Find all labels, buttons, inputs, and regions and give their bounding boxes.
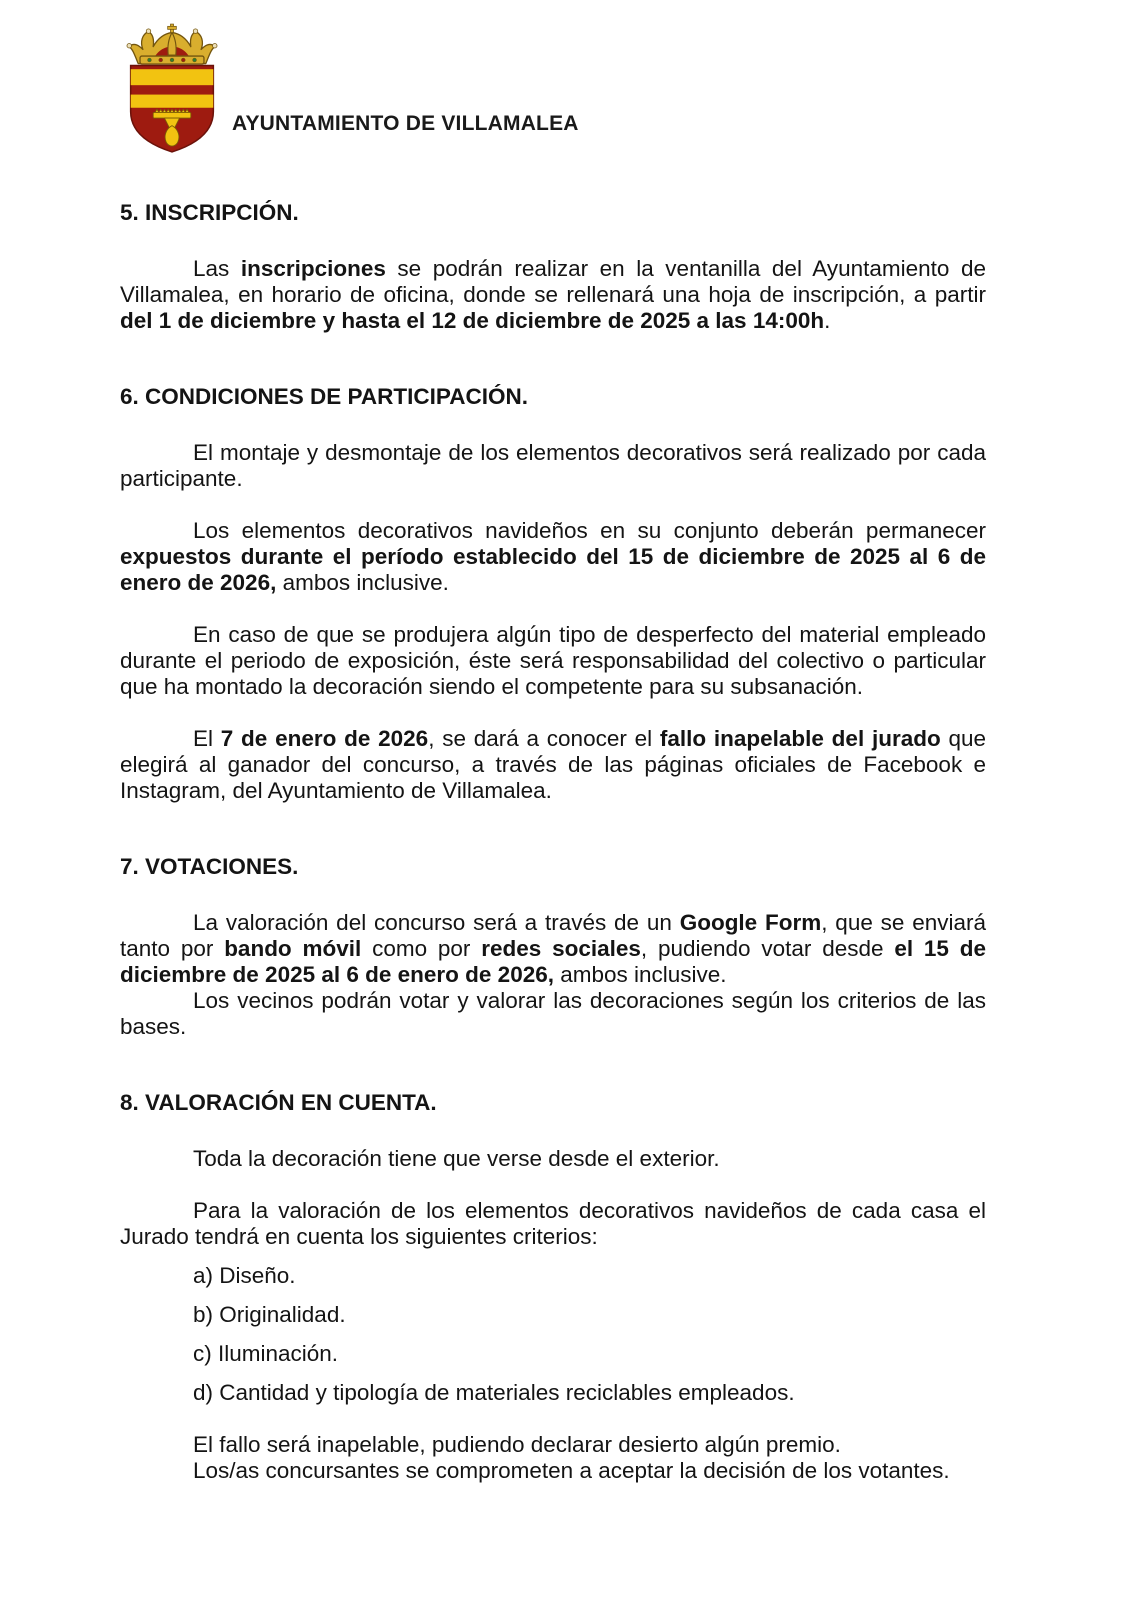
bold-text: fallo inapelable del jurado <box>659 726 941 751</box>
list-item <box>120 1380 986 1406</box>
paragraph <box>120 726 986 804</box>
bold-text: redes sociales <box>481 936 641 961</box>
text-run: El montaje y desmontaje de los elementos decorativos será realizado por cada participante. <box>120 440 986 491</box>
bold-text: expuestos durante el período establecido del 15 de diciembre de 2025 al 6 de enero de 2026, <box>120 544 986 595</box>
paragraph <box>120 622 986 700</box>
paragraph <box>120 440 986 492</box>
text-run: El fallo será inapelable, pudiendo declarar desierto algún premio. <box>193 1432 841 1457</box>
shield-icon <box>129 65 215 151</box>
text-run: se podrán realizar en la ventanilla del Ayuntamiento de Villamalea, en horario de oficina, donde se rellenará una hoja de inscripción, a partir <box>120 256 986 307</box>
text-run: Los/as concursantes se comprometen a aceptar la decisión de los votantes. <box>193 1458 950 1483</box>
text-run: Los elementos decorativos navideños en su conjunto deberán permanecer <box>193 518 986 543</box>
text-run: b) Originalidad. <box>193 1302 346 1327</box>
section-heading: 8. VALORACIÓN EN CUENTA. <box>120 1090 437 1115</box>
list-item <box>120 1263 986 1289</box>
paragraph <box>120 1432 986 1458</box>
document-header <box>0 0 1130 170</box>
coat-of-arms-icon <box>125 22 219 154</box>
text-run: , que se enviará tanto por <box>120 910 986 961</box>
text-run: c) Iluminación. <box>193 1341 339 1366</box>
bold-text: Google Form <box>679 910 822 935</box>
bold-text: del 1 de diciembre y hasta el 12 de diciembre de 2025 a las 14:00h <box>120 308 825 333</box>
paragraph <box>120 1198 986 1250</box>
section-5 <box>120 200 986 334</box>
text-run: La valoración del concurso será a través de un <box>193 910 680 935</box>
document-body <box>120 200 986 1484</box>
paragraph <box>120 518 986 596</box>
coat-of-arms-logo <box>125 22 219 154</box>
text-run: , se dará a conocer el <box>428 726 660 751</box>
bold-text: el 15 de diciembre de 2025 al 6 de enero de 2026, <box>120 936 986 987</box>
section-8 <box>120 1090 986 1484</box>
paragraph <box>120 910 986 988</box>
text-run: a) Diseño. <box>193 1263 296 1288</box>
text-run: . <box>824 308 831 333</box>
section-7 <box>120 854 986 1040</box>
section-heading: 5. INSCRIPCIÓN. <box>120 200 299 225</box>
text-run: como por <box>361 936 482 961</box>
text-run: El <box>193 726 221 751</box>
bold-text: 7 de enero de 2026 <box>220 726 429 751</box>
text-run: Las <box>193 256 241 281</box>
section-heading: 7. VOTACIONES. <box>120 854 299 879</box>
section-6 <box>120 384 986 804</box>
crown-icon <box>127 24 217 64</box>
bold-text: inscripciones <box>240 256 386 281</box>
paragraph <box>120 1146 986 1172</box>
list-item <box>120 1302 986 1328</box>
section-heading: 6. CONDICIONES DE PARTICIPACIÓN. <box>120 384 528 409</box>
paragraph <box>120 256 986 334</box>
text-run: ambos inclusive. <box>276 570 449 595</box>
paragraph <box>120 1458 986 1484</box>
text-run: En caso de que se produjera algún tipo de desperfecto del material empleado durante el periodo de exposición, éste será responsabilidad del colectivo o particular que ha montado la decoración siendo el competente para su subsanación. <box>120 622 986 699</box>
text-run: Toda la decoración tiene que verse desde el exterior. <box>193 1146 720 1171</box>
paragraph <box>120 988 986 1040</box>
text-run: , pudiendo votar desde <box>640 936 895 961</box>
organization-title: AYUNTAMIENTO DE VILLAMALEA <box>232 112 579 135</box>
text-run: ambos inclusive. <box>553 962 727 987</box>
list-item <box>120 1341 986 1367</box>
text-run: d) Cantidad y tipología de materiales reciclables empleados. <box>193 1380 795 1405</box>
text-run: Para la valoración de los elementos decorativos navideños de cada casa el Jurado tendrá en cuenta los siguientes criterios: <box>120 1198 986 1249</box>
bold-text: bando móvil <box>224 936 362 961</box>
text-run: que elegirá al ganador del concurso, a través de las páginas oficiales de Facebook e Instagram, del Ayuntamiento de Villamalea. <box>120 726 987 803</box>
text-run: Los vecinos podrán votar y valorar las decoraciones según los criterios de las bases. <box>120 988 986 1039</box>
